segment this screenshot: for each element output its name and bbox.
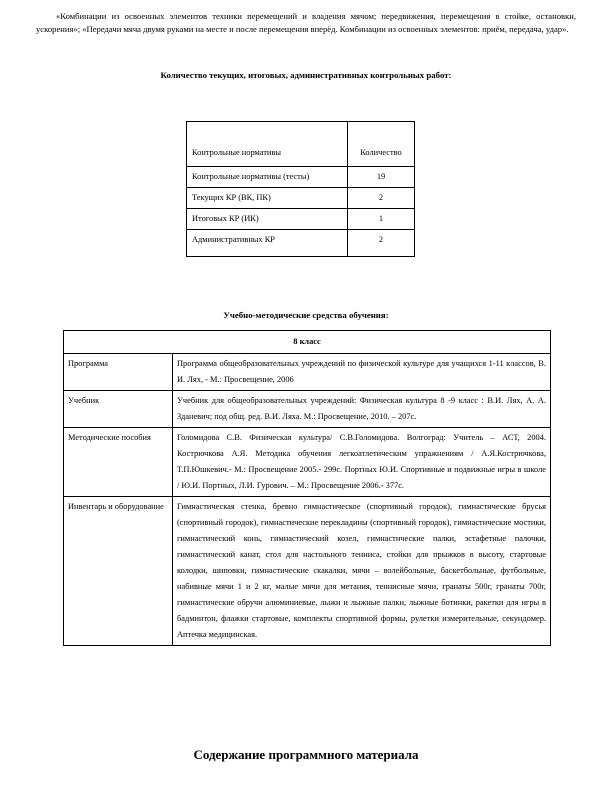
table-row (187, 209, 415, 230)
grade-header: 8 класс (64, 331, 551, 354)
row-text: Гимнастическая стенка, бревно гимнастическое (спортивный городок), гимнастические брусья (спортивный городок), гимнастические перекладины (спортивный городок), гимнастические мостики, гимнастический конь, гимнастический козел, гимнастические палки, эстафетные палочки, гимнастический канат, стол для настольного тенниса, стойки для прыжков в высоту, стартовые колодки, шиповки, гимнастические скакалки, мячи – волейбольные, баскетбольные, футбольные, набивные мячи 1 и 2 кг, малые мячи для метания, теннисные мячи, гранаты 500г, гранаты 700г, гимнастические обручи алюминиевые, лыжи и лыжные палки, лыжные ботинки, ракетки для игры в бадминтон, флажки стартовые, комплекты спортивной формы, рулетки измерительные, секундомер. Аптечка медицинская. (173, 497, 551, 646)
table-cell: 1 (348, 209, 415, 230)
table-row (64, 428, 551, 497)
teaching-means-table (63, 330, 551, 646)
table-row (187, 188, 415, 209)
grade-header-row (64, 331, 551, 354)
section-title: Содержание программного материала (193, 747, 419, 762)
table-row (64, 497, 551, 646)
row-text: Программа общеобразовательных учреждений по физической культуре для учащихся 1-11 классов, В. И. Лях, - М.: Просвещение, 2006 (173, 354, 551, 391)
table-row (187, 230, 415, 257)
row-label: Методические пособия (64, 428, 173, 497)
table-cell: 19 (348, 167, 415, 188)
table-header-row (187, 122, 415, 167)
column-header: Количество (348, 122, 415, 167)
table-row (64, 354, 551, 391)
counts-heading: Количество текущих, итоговых, административных контрольных работ: (160, 70, 452, 80)
table-cell: 2 (348, 188, 415, 209)
table-row (187, 167, 415, 188)
table-cell: Текущих КР (ВК, ПК) (187, 188, 348, 209)
table-cell: Контрольные нормативы (тесты) (187, 167, 348, 188)
means-heading: Учебно-методические средства обучения: (223, 310, 389, 320)
table-row (64, 391, 551, 428)
table-cell: Итоговых КР (ИК) (187, 209, 348, 230)
row-text: Учебник для общеобразовательных учреждений: Физическая культура 8 -9 класс : В.И. Лях, А. А. Зданевич; под общ. ред. В.И. Ляха. М.: Просвещение, 2010. – 207с. (173, 391, 551, 428)
row-label: Программа (64, 354, 173, 391)
control-works-table (186, 121, 415, 257)
column-header: Контрольные нормативы (187, 122, 348, 167)
table-cell: 2 (348, 230, 415, 257)
table-cell: Административных КР (187, 230, 348, 257)
row-label: Учебник (64, 391, 173, 428)
row-label: Инвентарь и оборудование (64, 497, 173, 646)
intro-paragraph: «Комбинации из освоенных элементов техники перемещений и владения мячом; передвижения, перемещения в стойке, остановки, ускорения»; «Передачи мяча двумя руками на месте и после перемещения вперёд. Комбинации из освоенных элементов: приём, передача, удар». (36, 11, 576, 34)
row-text: Голомидова С.В. Физическая культура/ С.В.Голомидова. Волгоград: Учитель – АСТ, 2004. Кострючкова А.Я. Методика обучения легкоатлетическим упражнениям / А.Я.Кострючкова, Т.П.Юшкевич.- М.: Просвещение 2005.- 299с. Портных Ю.И. Спортивные и подвижные игры в школе / Ю.И. Портных, Л.И. Гурович. – М.: Просвещение 2006.- 377с. (173, 428, 551, 497)
